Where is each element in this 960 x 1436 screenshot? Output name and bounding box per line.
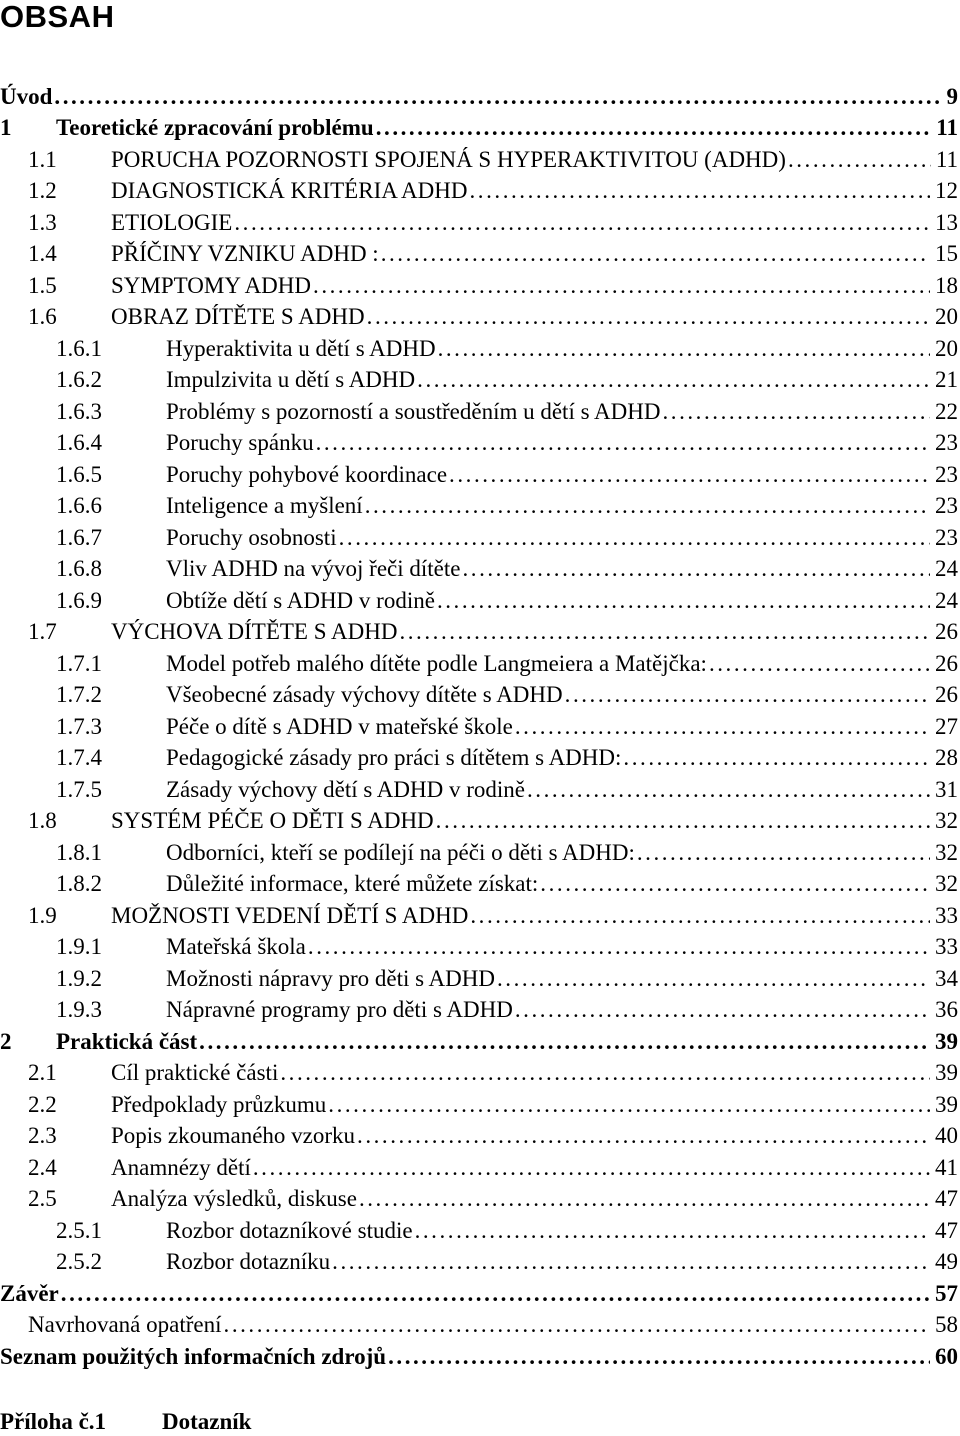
- toc-entry-number: 2.5: [28, 1186, 57, 1211]
- dot-leader: [224, 1311, 930, 1338]
- toc-entry-title: SYMPTOMY ADHD: [111, 272, 312, 298]
- toc-entry[interactable]: [0, 204, 958, 236]
- dot-leader: [357, 1122, 930, 1149]
- toc-entry-page: 49: [935, 1249, 958, 1274]
- toc-entry-page: 26: [935, 619, 958, 644]
- toc-entry-number: 1.2: [28, 178, 57, 203]
- toc-entry[interactable]: [0, 78, 958, 110]
- toc-entry-number: 1.6.1: [56, 335, 102, 361]
- toc-entry-number: 2.1: [28, 1060, 57, 1085]
- toc-entry-number: 2.3: [28, 1123, 57, 1148]
- toc-entry-number: 1.6.4: [56, 430, 102, 455]
- dot-leader: [540, 870, 930, 897]
- toc-entry-title: SYSTÉM PÉČE O DĚTI S ADHD: [111, 808, 434, 833]
- toc-entry[interactable]: [0, 992, 958, 1024]
- dot-leader: [470, 177, 931, 204]
- toc-entry-page: 11: [936, 115, 958, 140]
- toc-entry-title: Všeobecné zásady výchovy dítěte s ADHD: [166, 682, 563, 707]
- toc-entry-number: 2: [0, 1028, 12, 1054]
- toc-entry-page: 39: [935, 1060, 958, 1085]
- toc-entry-number: 1.6.9: [56, 587, 102, 613]
- toc-entry-title: Anamnézy dětí: [111, 1154, 251, 1180]
- toc-entry[interactable]: [0, 330, 958, 362]
- toc-entry-title: Nápravné programy pro děti s ADHD: [166, 997, 513, 1022]
- dot-leader: [637, 839, 930, 866]
- toc-entry-page: 20: [935, 304, 958, 329]
- toc-entry-page: 26: [935, 650, 958, 676]
- toc-entry[interactable]: [0, 582, 958, 614]
- toc-entry-number: 1.7.2: [56, 682, 102, 707]
- toc-entry-title: Zásady výchovy dětí s ADHD v rodině: [166, 776, 525, 802]
- toc-entry-page: 47: [935, 1186, 958, 1211]
- toc-entry-page: 21: [935, 367, 958, 392]
- toc-entry[interactable]: [0, 425, 958, 457]
- dot-leader: [417, 366, 930, 393]
- toc-entry-title: OBRAZ DÍTĚTE S ADHD: [111, 304, 365, 329]
- toc-entry-title: Vliv ADHD na vývoj řeči dítěte: [166, 556, 461, 581]
- toc-entry-page: 57: [935, 1280, 958, 1306]
- toc-entry-page: 13: [935, 209, 958, 235]
- toc-entry-title: PORUCHA POZORNOSTI SPOJENÁ S HYPERAKTIVITOU (ADHD): [111, 146, 786, 172]
- dot-leader: [61, 1280, 930, 1307]
- toc-entry-page: 47: [935, 1217, 958, 1243]
- toc-entry-page: 33: [935, 902, 958, 928]
- table-of-contents: [0, 78, 958, 1370]
- toc-entry[interactable]: [0, 708, 958, 740]
- toc-entry-page: 32: [935, 808, 958, 833]
- dot-leader: [437, 587, 930, 614]
- toc-entry-title: Model potřeb malého dítěte podle Langmeiera a Matějčka:: [166, 650, 707, 676]
- dot-leader: [381, 240, 930, 267]
- appendix-label: Příloha č.1: [0, 1409, 107, 1434]
- toc-entry-page: 41: [935, 1154, 958, 1180]
- toc-entry-page: 23: [935, 461, 958, 487]
- dot-leader: [316, 429, 930, 456]
- dot-leader: [367, 303, 930, 330]
- toc-entry-number: 1.6: [28, 304, 57, 329]
- toc-entry[interactable]: [0, 1118, 958, 1150]
- toc-entry-page: 24: [935, 556, 958, 581]
- toc-entry[interactable]: [0, 740, 958, 772]
- toc-entry-page: 39: [935, 1091, 958, 1117]
- toc-entry-page: 24: [935, 587, 958, 613]
- toc-entry-page: 15: [935, 241, 958, 266]
- dot-leader: [565, 681, 930, 708]
- toc-entry-number: 1.6.5: [56, 461, 102, 487]
- toc-entry-title: Důležité informace, které můžete získat:: [166, 871, 539, 896]
- page-title: OBSAH: [0, 0, 115, 34]
- toc-entry-number: 1.7.3: [56, 713, 102, 739]
- toc-entry[interactable]: [0, 551, 958, 583]
- toc-entry-title: Praktická část: [56, 1028, 198, 1054]
- dot-leader: [365, 492, 930, 519]
- toc-entry-title: MOŽNOSTI VEDENÍ DĚTÍ S ADHD: [111, 902, 469, 928]
- toc-entry-page: 27: [935, 713, 958, 739]
- toc-entry-number: 1.6.8: [56, 556, 102, 581]
- toc-entry-title: Možnosti nápravy pro děti s ADHD: [166, 965, 495, 991]
- toc-entry[interactable]: [0, 488, 958, 520]
- toc-entry-title: Rozbor dotazníkové studie: [166, 1217, 413, 1243]
- dot-leader: [470, 902, 930, 929]
- toc-entry-number: 1.6.7: [56, 524, 102, 550]
- toc-entry-page: 23: [935, 524, 958, 550]
- toc-entry[interactable]: [0, 519, 958, 551]
- toc-entry[interactable]: [0, 1181, 958, 1213]
- toc-entry[interactable]: [0, 1055, 958, 1087]
- dot-leader: [313, 272, 930, 299]
- toc-entry-number: 1.3: [28, 209, 57, 235]
- toc-entry-page: 34: [935, 965, 958, 991]
- toc-entry-number: 1.1: [28, 146, 57, 172]
- dot-leader: [527, 776, 930, 803]
- toc-entry-page: 11: [935, 146, 958, 172]
- dot-leader: [54, 83, 941, 110]
- toc-entry-page: 36: [935, 997, 958, 1022]
- toc-entry[interactable]: [0, 1086, 958, 1118]
- dot-leader: [339, 524, 930, 551]
- toc-entry-page: 40: [935, 1123, 958, 1148]
- dot-leader: [438, 335, 930, 362]
- toc-entry-page: 23: [935, 430, 958, 455]
- toc-entry[interactable]: [0, 1149, 958, 1181]
- toc-entry-page: 22: [935, 398, 958, 424]
- dot-leader: [497, 965, 930, 992]
- appendix-title: Dotazník: [162, 1409, 252, 1434]
- toc-entry-title: Pedagogické zásady pro práci s dítětem s ADHD:: [166, 745, 622, 770]
- toc-entry-number: 1.6.6: [56, 493, 102, 518]
- toc-entry-title: DIAGNOSTICKÁ KRITÉRIA ADHD: [111, 178, 468, 203]
- toc-entry-page: 26: [935, 682, 958, 707]
- toc-entry[interactable]: [0, 1023, 958, 1055]
- toc-entry-number: 1.8.1: [56, 839, 102, 865]
- toc-entry-page: 18: [935, 272, 958, 298]
- toc-entry-title: Analýza výsledků, diskuse: [111, 1186, 357, 1211]
- toc-entry-number: 1.7.4: [56, 745, 102, 770]
- toc-entry-title: Cíl praktické části: [111, 1060, 279, 1085]
- toc-entry-title: Péče o dítě s ADHD v mateřské škole: [166, 713, 513, 739]
- toc-entry-title: Závěr: [0, 1280, 59, 1306]
- dot-leader: [436, 807, 930, 834]
- toc-entry[interactable]: [0, 393, 958, 425]
- toc-entry[interactable]: [0, 362, 958, 394]
- toc-entry-title: Mateřská škola: [166, 934, 306, 959]
- toc-entry-page: 58: [935, 1312, 958, 1337]
- toc-entry[interactable]: [0, 1338, 958, 1370]
- toc-entry[interactable]: [0, 803, 958, 835]
- toc-entry-number: 1.4: [28, 241, 57, 266]
- toc-entry-title: Impulzivita u dětí s ADHD: [166, 367, 416, 392]
- toc-entry[interactable]: [0, 866, 958, 898]
- toc-entry[interactable]: [0, 173, 958, 205]
- toc-entry-page: 12: [935, 178, 958, 203]
- toc-entry-page: 28: [935, 745, 958, 770]
- toc-entry-title: Úvod: [0, 83, 53, 109]
- toc-entry-number: 2.5.2: [56, 1249, 102, 1274]
- toc-entry-title: Popis zkoumaného vzorku: [111, 1123, 356, 1148]
- toc-entry-number: 1.5: [28, 272, 57, 298]
- toc-entry-title: Poruchy pohybové koordinace: [166, 461, 448, 487]
- toc-entry-number: 1.8.2: [56, 871, 102, 896]
- toc-entry-number: 1.8: [28, 808, 57, 833]
- toc-entry-number: 2.4: [28, 1154, 57, 1180]
- toc-entry-number: 1.9: [28, 902, 57, 928]
- dot-leader: [515, 996, 930, 1023]
- toc-entry-number: 2.5.1: [56, 1217, 102, 1243]
- dot-leader: [623, 744, 930, 771]
- toc-entry-title: Teoretické zpracování problému: [56, 115, 374, 140]
- dot-leader: [253, 1154, 930, 1181]
- dot-leader: [709, 650, 930, 677]
- toc-entry[interactable]: [0, 645, 958, 677]
- dot-leader: [328, 1091, 930, 1118]
- toc-entry-title: Seznam použitých informačních zdrojů: [0, 1343, 387, 1369]
- toc-entry-number: 1.9.1: [56, 934, 102, 959]
- appendix-entry[interactable]: [0, 1408, 251, 1435]
- toc-entry[interactable]: [0, 614, 958, 646]
- toc-entry[interactable]: [0, 236, 958, 268]
- dot-leader: [662, 398, 930, 425]
- toc-entry-page: 33: [935, 934, 958, 959]
- toc-entry[interactable]: [0, 1307, 958, 1339]
- dot-leader: [234, 209, 930, 236]
- toc-entry-title: Poruchy spánku: [166, 430, 314, 455]
- toc-entry-number: 1.7.5: [56, 776, 102, 802]
- dot-leader: [449, 461, 930, 488]
- dot-leader: [388, 1343, 930, 1370]
- toc-entry[interactable]: [0, 141, 958, 173]
- toc-entry-page: 23: [935, 493, 958, 518]
- dot-leader: [280, 1059, 930, 1086]
- dot-leader: [462, 555, 930, 582]
- toc-entry-number: 1: [0, 115, 12, 140]
- toc-entry-title: Hyperaktivita u dětí s ADHD: [166, 335, 436, 361]
- toc-entry-page: 9: [946, 83, 958, 109]
- toc-entry[interactable]: [0, 267, 958, 299]
- toc-entry-page: 60: [935, 1343, 958, 1369]
- toc-entry[interactable]: [0, 1244, 958, 1276]
- toc-entry-title: Inteligence a myšlení: [166, 493, 363, 518]
- toc-entry[interactable]: [0, 771, 958, 803]
- dot-leader: [308, 933, 930, 960]
- toc-entry-title: PŘÍČINY VZNIKU ADHD :: [111, 241, 379, 266]
- toc-entry-title: Odborníci, kteří se podílejí na péči o děti s ADHD:: [166, 839, 635, 865]
- dot-leader: [788, 146, 931, 173]
- toc-entry-number: 1.9.2: [56, 965, 102, 991]
- toc-entry-number: 1.9.3: [56, 997, 102, 1022]
- dot-leader: [376, 114, 932, 141]
- toc-entry-title: VÝCHOVA DÍTĚTE S ADHD: [111, 619, 398, 644]
- toc-entry-page: 32: [935, 839, 958, 865]
- toc-entry-number: 1.7: [28, 619, 57, 644]
- toc-entry-title: ETIOLOGIE: [111, 209, 233, 235]
- toc-entry[interactable]: [0, 110, 958, 142]
- toc-entry-page: 31: [935, 776, 958, 802]
- dot-leader: [515, 713, 930, 740]
- toc-entry-number: 1.6.2: [56, 367, 102, 392]
- toc-entry-number: 1.6.3: [56, 398, 102, 424]
- toc-entry[interactable]: [0, 299, 958, 331]
- toc-entry-number: 2.2: [28, 1091, 57, 1117]
- toc-entry[interactable]: [0, 897, 958, 929]
- dot-leader: [415, 1217, 930, 1244]
- toc-entry-title: Navrhovaná opatření: [28, 1312, 222, 1337]
- toc-entry[interactable]: [0, 677, 958, 709]
- toc-entry-number: 1.7.1: [56, 650, 102, 676]
- dot-leader: [199, 1028, 930, 1055]
- toc-entry-title: Poruchy osobnosti: [166, 524, 337, 550]
- toc-entry-page: 20: [935, 335, 958, 361]
- toc-entry-page: 39: [935, 1028, 958, 1054]
- toc-entry-title: Předpoklady průzkumu: [111, 1091, 327, 1117]
- toc-entry-title: Obtíže dětí s ADHD v rodině: [166, 587, 435, 613]
- toc-entry-title: Rozbor dotazníku: [166, 1249, 331, 1274]
- toc-entry[interactable]: [0, 1275, 958, 1307]
- toc-entry-title: Problémy s pozorností a soustředěním u dětí s ADHD: [166, 398, 661, 424]
- toc-entry[interactable]: [0, 834, 958, 866]
- toc-entry[interactable]: [0, 929, 958, 961]
- toc-entry[interactable]: [0, 456, 958, 488]
- dot-leader: [359, 1185, 930, 1212]
- toc-entry-page: 32: [935, 871, 958, 896]
- dot-leader: [399, 618, 930, 645]
- toc-entry[interactable]: [0, 1212, 958, 1244]
- toc-entry[interactable]: [0, 960, 958, 992]
- dot-leader: [332, 1248, 930, 1275]
